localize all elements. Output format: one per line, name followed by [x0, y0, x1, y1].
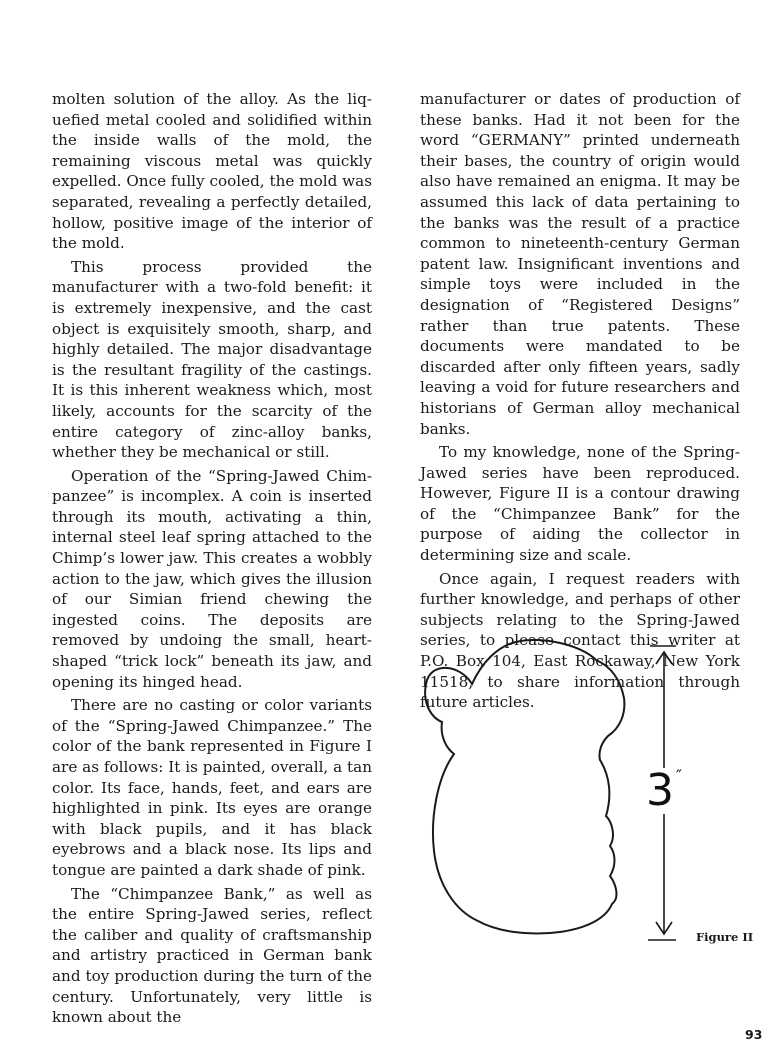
dimension-label: 3: [646, 765, 674, 816]
right-column: [420, 89, 740, 716]
paragraph: molten solution of the alloy. As the liquefied metal cooled and solidified within the inside walls of the mold, the remaining viscous metal was quickly expelled. Once fully cooled, the mold was separated, revealing a perfectly detailed, hollow, positive image of the interior of the mold.: [52, 90, 372, 253]
paragraph: There are no casting or color variants of the “Spring-Jawed Chimpanzee.” The color of the bank represented in Figure I are as follows: It is painted, overall, a tan color. Its face, hands, feet, and ears are highlighted in pink. Its eyes are orange with black pupils, and it has black eyebrows and a black nose. Its lips and tongue are painted a dark shade of pink.: [52, 696, 372, 879]
paragraph: Once again, I request readers with further knowledge, and perhaps of other subjects relating to the Spring-Jawed series, to please contact this writer at P.O. Box 104, East Rockaway, New York 11518, to share information through future articles.: [420, 569, 740, 712]
contour-figure: [420, 636, 760, 956]
figure-caption: Figure II: [696, 930, 754, 944]
left-column: [52, 89, 372, 1031]
chimpanzee-contour-drawing: [420, 636, 760, 956]
dimension-unit-mark: ″: [676, 766, 682, 785]
paragraph: This process provided the manufacturer with a two-fold benefit: it is extremely inexpensive, and the cast object is exquisitely smooth, sharp, and highly detailed. The major disadvantage is the resultant fragility of the castings. It is this inherent weakness which, most likely, accounts for the scarcity of the entire category of zinc-alloy banks, whether they be mechanical or still.: [52, 257, 372, 462]
paragraph: manufacturer or dates of production of these banks. Had it not been for the word “GERMANY” printed underneath their bases, the country of origin would also have remained an enigma. It may be assumed this lack of data pertaining to the banks was the result of a practice common to nineteenth-century German patent law. Insignificant inventions and simple toys were included in the designation of “Registered Designs” rather than true patents. These documents were mandated to be discarded after only fifteen years, sadly leaving a void for future researchers and historians of German alloy mechanical banks.: [420, 90, 740, 438]
page-number: 93: [745, 1027, 763, 1042]
paragraph: To my knowledge, none of the Spring-Jawed series have been reproduced. However, Figure II is a contour drawing of the “Chimpanzee Bank” for the purpose of aiding the collector in determining size and scale.: [420, 443, 740, 565]
paragraph: Operation of the “Spring-Jawed Chimpanzee” is incomplex. A coin is inserted through its mouth, activating a thin, internal steel leaf spring attached to the Chimp’s lower jaw. This creates a wobbly action to the jaw, which gives the illusion of our Simian friend chewing the ingested coins. The deposits are removed by undoing the small, heart-shaped “trick lock” beneath its jaw, and opening its hinged head.: [52, 466, 372, 691]
chimpanzee-outline: [425, 640, 624, 934]
paragraph: The “Chimpanzee Bank,” as well as the entire Spring-Jawed series, reflect the caliber and quality of craftsmanship and artistry practiced in German bank and toy production during the turn of the century. Unfortunately, very little is known about the: [52, 884, 372, 1027]
